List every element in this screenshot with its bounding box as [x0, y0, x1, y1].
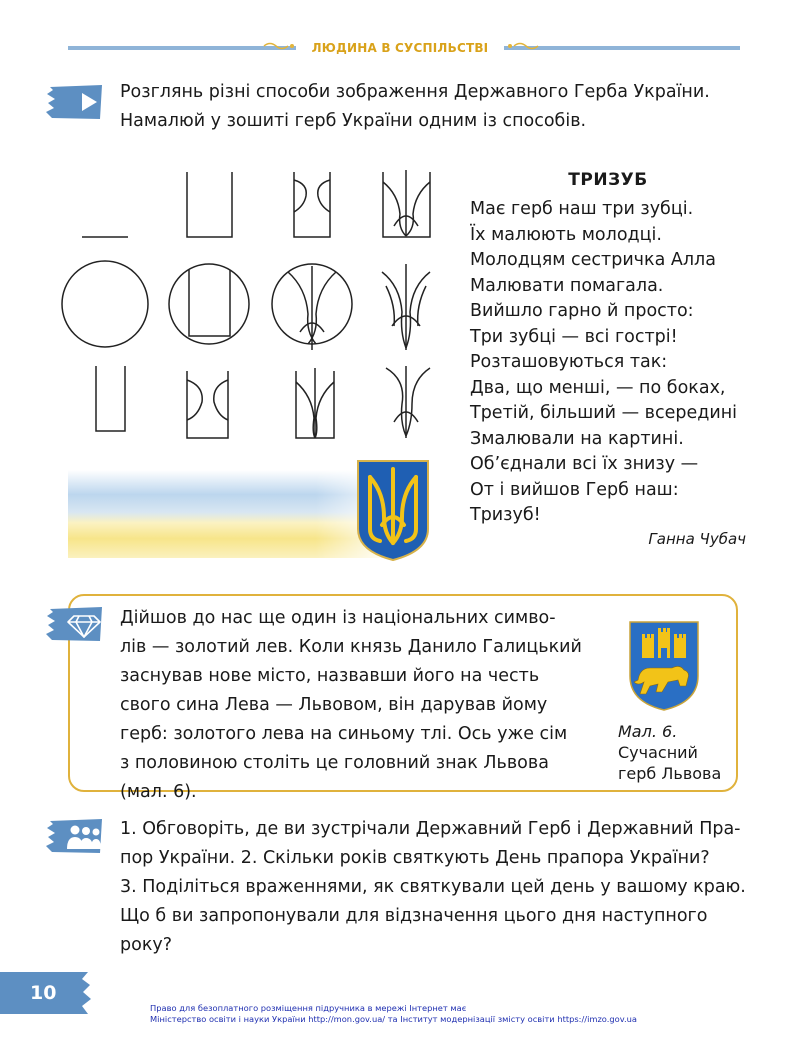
step-trident-final	[382, 264, 430, 350]
lion-line: свого сина Лева — Львовом, він дарував йому	[120, 695, 548, 715]
poem-line: Їх малюють молодці.	[470, 224, 662, 245]
step-circle-trident	[272, 264, 352, 350]
ukraine-coat-of-arms	[356, 459, 430, 562]
question-line: пор України. 2. Скільки років святкують День прапора України?	[120, 848, 710, 868]
poem-title: ТРИЗУБ	[568, 170, 648, 190]
question-line: року?	[120, 935, 173, 955]
step-circle-frame	[169, 264, 249, 344]
lviv-coat-of-arms	[628, 620, 700, 712]
lion-line: заснував нове місто, назвавши його на честь	[120, 666, 540, 686]
task-play-icon	[46, 84, 104, 120]
lion-text	[120, 604, 598, 807]
poem-line: Розташовуються так:	[470, 352, 668, 372]
poem-line: Змалювали на картині.	[470, 428, 684, 449]
poem-line: Об’єднали всі їх знизу —	[470, 454, 699, 474]
poem-line: Два, що менші, — по боках,	[470, 377, 726, 398]
poem-line: Має герб наш три зубці.	[470, 199, 694, 219]
trident-drawing-steps	[56, 166, 440, 442]
discussion-questions	[120, 815, 748, 960]
page-number-tail	[78, 972, 92, 1014]
intro-line: Намалюй у зошиті герб України одним із способів.	[120, 111, 587, 131]
poem-line: Три зубці — всі гострі!	[470, 326, 678, 347]
lion-line: з половиною століть це головний знак Львова	[120, 753, 549, 773]
group-discussion-icon	[46, 818, 104, 854]
header-ornament-left	[262, 41, 296, 51]
step-trident-full	[383, 170, 430, 237]
page-number: 10	[0, 972, 82, 1014]
caption-line: Сучасний	[618, 743, 698, 762]
question-line: 1. Обговоріть, де ви зустрічали Державний Герб і Державний Пра-	[120, 819, 741, 839]
step-frame	[187, 172, 232, 237]
poem-line: Молодцям сестричка Алла	[470, 250, 716, 270]
figure-caption	[618, 721, 728, 784]
lion-line: (мал. 6).	[120, 782, 197, 802]
header-ornament-right	[506, 41, 540, 51]
poem-line: Третій, більший — всередині	[470, 403, 738, 423]
step-narrow-final	[386, 366, 430, 438]
lion-line: лів — золотий лев. Коли князь Данило Галицький	[120, 637, 582, 657]
flag-gradient	[68, 470, 398, 558]
step-narrow-trident	[296, 368, 334, 438]
step-trident-partial	[294, 172, 330, 237]
poem-line: Тризуб!	[470, 505, 541, 525]
lion-line: Дійшов до нас ще один із національних симво-	[120, 608, 556, 628]
step-circle	[62, 261, 148, 347]
poem-author: Ганна Чубач	[648, 530, 746, 548]
step-narrow-partial	[187, 371, 228, 438]
intro-line: Розглянь різні способи зображення Державного Герба України.	[120, 82, 710, 102]
footer-line: Право для безоплатного розміщення підручника в мережі Інтернет має	[150, 1003, 467, 1013]
caption-line: герб Львова	[618, 764, 722, 783]
poem-line: Малювати помагала.	[470, 275, 664, 296]
poem-line: Вийшло гарно й просто:	[470, 301, 694, 321]
question-line: Що б ви запропонували для відзначення цього дня наступного	[120, 906, 708, 926]
poem-line: От і вийшов Герб наш:	[470, 479, 679, 500]
footer-line: Міністерство освіти і науки України http://mon.gov.ua/ та Інститут модернізації змісту освіти https://imzo.gov.ua	[150, 1014, 637, 1024]
caption-label: Мал. 6.	[618, 722, 678, 741]
section-title: ЛЮДИНА В СУСПІЛЬСТВІ	[311, 41, 489, 55]
footer-notice	[150, 1003, 710, 1025]
poem-text	[470, 197, 750, 529]
step-narrow-frame	[96, 366, 125, 431]
lion-line: герб: золотого лева на синьому тлі. Ось уже сім	[120, 724, 568, 744]
diamond-icon	[46, 606, 104, 642]
intro-text	[120, 78, 748, 136]
question-line: 3. Поділіться враженнями, як святкували цей день у вашому краю.	[120, 877, 746, 897]
